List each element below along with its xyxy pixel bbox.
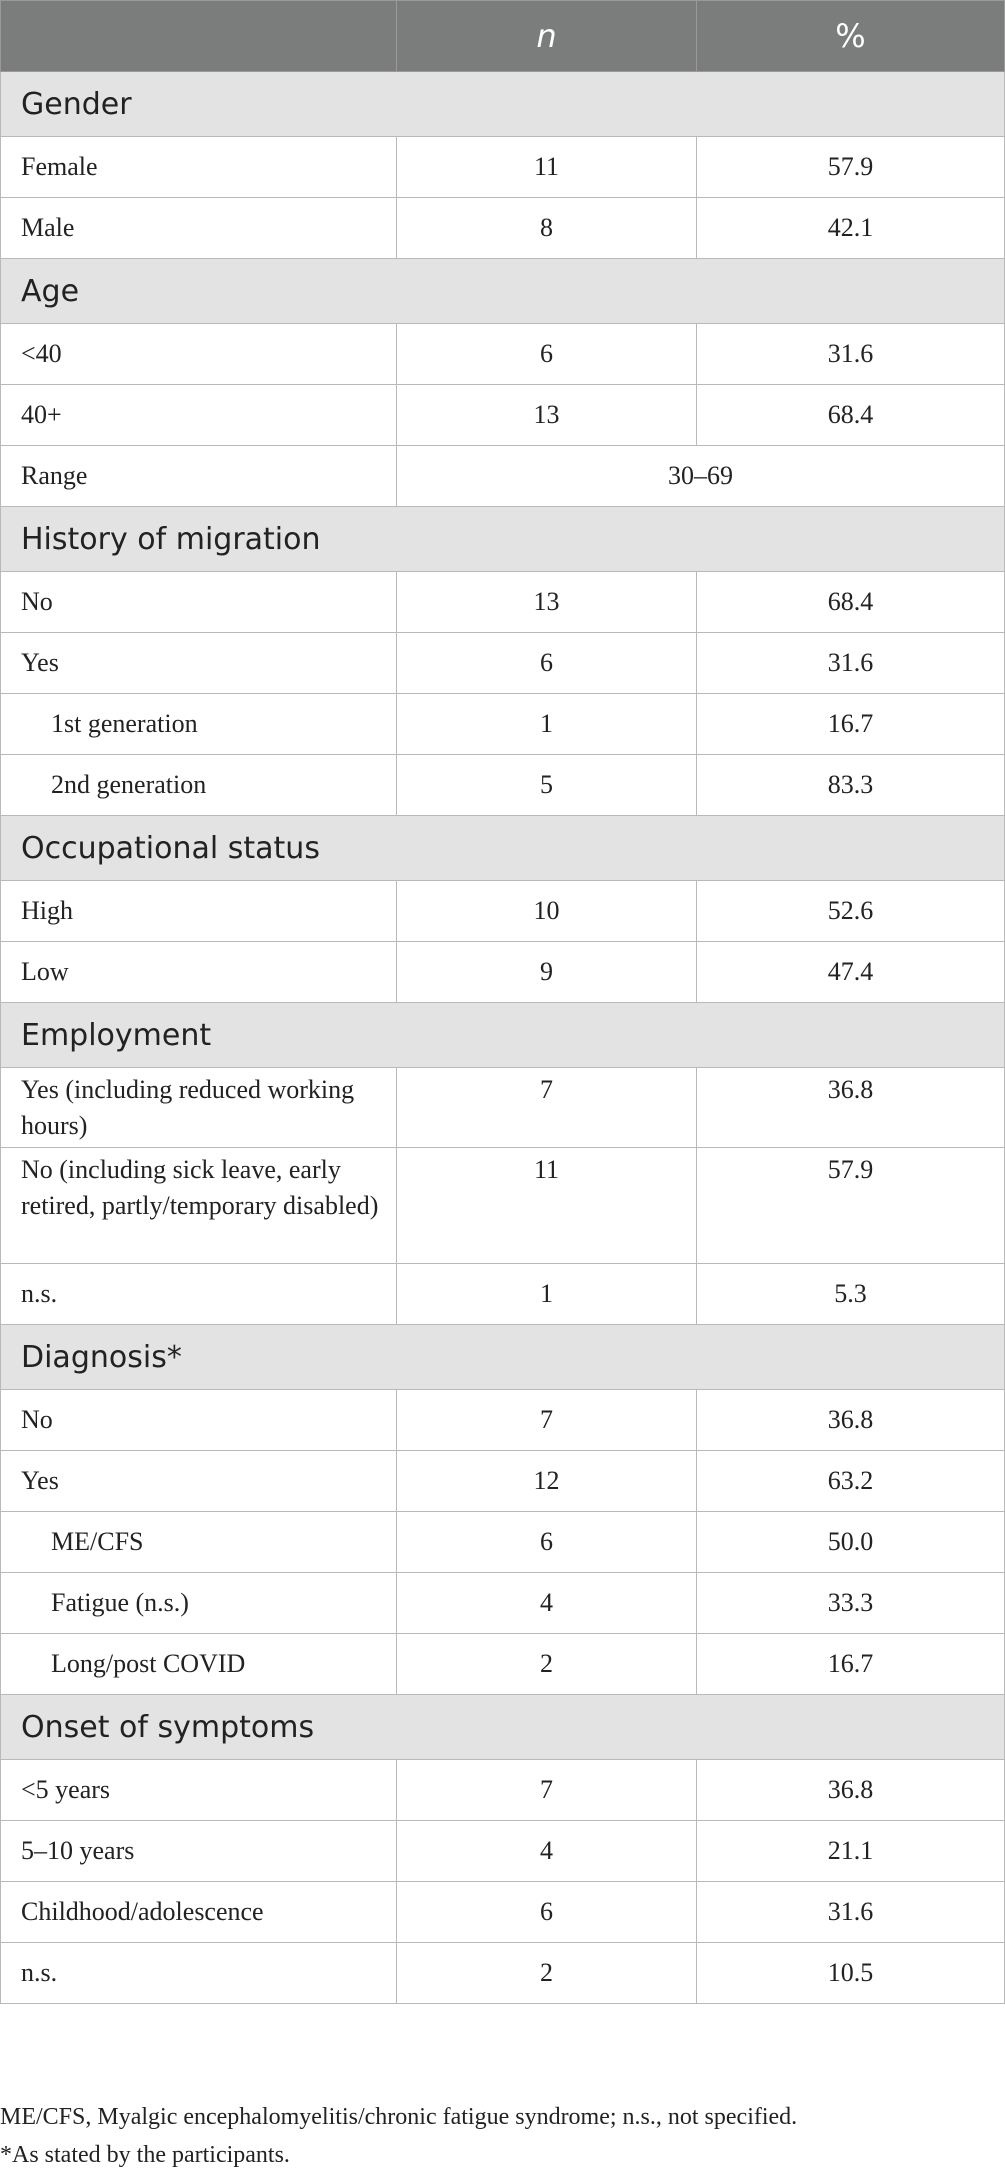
row-label: Long/post COVID: [1, 1634, 397, 1695]
table-row: [1, 1760, 1005, 1821]
row-label: No: [1, 572, 397, 633]
row-n-value: 8: [397, 198, 697, 259]
row-n-value: 2: [397, 1634, 697, 1695]
row-n-value: 7: [397, 1068, 697, 1148]
row-label: 1st generation: [1, 694, 397, 755]
row-label: High: [1, 881, 397, 942]
row-percent-value: 42.1: [697, 198, 1005, 259]
table-row: [1, 324, 1005, 385]
row-label: No: [1, 1390, 397, 1451]
row-n-value: 5: [397, 755, 697, 816]
row-percent-value: 10.5: [697, 1943, 1005, 2004]
row-n-value: 1: [397, 1264, 697, 1325]
row-label: <40: [1, 324, 397, 385]
row-range-value: 30–69: [397, 446, 1005, 507]
row-n-value: 4: [397, 1821, 697, 1882]
row-n-value: 13: [397, 385, 697, 446]
row-label: ME/CFS: [1, 1512, 397, 1573]
section-header-row: [1, 507, 1005, 572]
section-title: Gender: [1, 72, 1005, 137]
row-n-value: 4: [397, 1573, 697, 1634]
row-percent-value: 31.6: [697, 633, 1005, 694]
table-row: [1, 1943, 1005, 2004]
table-row: [1, 572, 1005, 633]
header-label-column: [1, 1, 397, 72]
row-percent-value: 68.4: [697, 572, 1005, 633]
row-n-value: 11: [397, 1148, 697, 1264]
row-n-value: 9: [397, 942, 697, 1003]
section-title: Occupational status: [1, 816, 1005, 881]
table-row: [1, 633, 1005, 694]
row-percent-value: 16.7: [697, 1634, 1005, 1695]
row-percent-value: 50.0: [697, 1512, 1005, 1573]
table-row: [1, 1451, 1005, 1512]
row-label: No (including sick leave, early retired, partly/temporary disabled): [1, 1148, 397, 1264]
table-row: [1, 1821, 1005, 1882]
row-percent-value: 57.9: [697, 1148, 1005, 1264]
row-label: Yes: [1, 1451, 397, 1512]
table-row: [1, 1512, 1005, 1573]
header-percent-column: %: [697, 1, 1005, 72]
row-n-value: 7: [397, 1390, 697, 1451]
row-percent-value: 57.9: [697, 137, 1005, 198]
row-n-value: 10: [397, 881, 697, 942]
row-label: Yes (including reduced working hours): [1, 1068, 397, 1148]
table-row: [1, 1573, 1005, 1634]
header-n-column: n: [397, 1, 697, 72]
row-percent-value: 52.6: [697, 881, 1005, 942]
table-footnotes: [0, 2098, 1005, 2174]
row-percent-value: 68.4: [697, 385, 1005, 446]
footnote-abbreviations: ME/CFS, Myalgic encephalomyelitis/chronic fatigue syndrome; n.s., not specified.: [0, 2104, 798, 2130]
table-row: [1, 755, 1005, 816]
row-label: Fatigue (n.s.): [1, 1573, 397, 1634]
row-n-value: 11: [397, 137, 697, 198]
table-row: [1, 1634, 1005, 1695]
row-label: 5–10 years: [1, 1821, 397, 1882]
row-label: Male: [1, 198, 397, 259]
section-header-row: [1, 1325, 1005, 1390]
section-header-row: [1, 72, 1005, 137]
table-row: [1, 137, 1005, 198]
section-header-row: [1, 1695, 1005, 1760]
row-label: n.s.: [1, 1264, 397, 1325]
row-percent-value: 16.7: [697, 694, 1005, 755]
section-header-row: [1, 816, 1005, 881]
row-percent-value: 31.6: [697, 324, 1005, 385]
row-percent-value: 36.8: [697, 1068, 1005, 1148]
section-title: Onset of symptoms: [1, 1695, 1005, 1760]
row-percent-value: 36.8: [697, 1760, 1005, 1821]
table-row: [1, 694, 1005, 755]
table-header-row: [1, 1, 1005, 72]
footnote-diagnosis: *As stated by the participants.: [0, 2142, 290, 2168]
section-header-row: [1, 259, 1005, 324]
row-label: n.s.: [1, 1943, 397, 2004]
row-percent-value: 21.1: [697, 1821, 1005, 1882]
table-row: [1, 385, 1005, 446]
table-row: [1, 881, 1005, 942]
table-row: [1, 1148, 1005, 1264]
row-n-value: 6: [397, 324, 697, 385]
section-title: History of migration: [1, 507, 1005, 572]
row-n-value: 6: [397, 1882, 697, 1943]
row-label: Yes: [1, 633, 397, 694]
row-percent-value: 5.3: [697, 1264, 1005, 1325]
row-label: 40+: [1, 385, 397, 446]
section-title: Age: [1, 259, 1005, 324]
section-header-row: [1, 1003, 1005, 1068]
row-n-value: 12: [397, 1451, 697, 1512]
section-title: Diagnosis*: [1, 1325, 1005, 1390]
row-label: Range: [1, 446, 397, 507]
row-label: Female: [1, 137, 397, 198]
table-row: [1, 942, 1005, 1003]
row-label: Childhood/adolescence: [1, 1882, 397, 1943]
row-percent-value: 47.4: [697, 942, 1005, 1003]
table-row: [1, 1264, 1005, 1325]
row-label: 2nd generation: [1, 755, 397, 816]
row-percent-value: 63.2: [697, 1451, 1005, 1512]
table-row: [1, 1390, 1005, 1451]
table-row: [1, 1068, 1005, 1148]
table-body: [1, 72, 1005, 2004]
row-n-value: 13: [397, 572, 697, 633]
table-row: [1, 1882, 1005, 1943]
row-percent-value: 36.8: [697, 1390, 1005, 1451]
row-n-value: 7: [397, 1760, 697, 1821]
row-n-value: 6: [397, 1512, 697, 1573]
row-label: Low: [1, 942, 397, 1003]
row-percent-value: 31.6: [697, 1882, 1005, 1943]
section-title: Employment: [1, 1003, 1005, 1068]
row-n-value: 1: [397, 694, 697, 755]
row-n-value: 6: [397, 633, 697, 694]
table-row: [1, 446, 1005, 507]
row-label: <5 years: [1, 1760, 397, 1821]
row-percent-value: 33.3: [697, 1573, 1005, 1634]
table-row: [1, 198, 1005, 259]
row-n-value: 2: [397, 1943, 697, 2004]
row-percent-value: 83.3: [697, 755, 1005, 816]
